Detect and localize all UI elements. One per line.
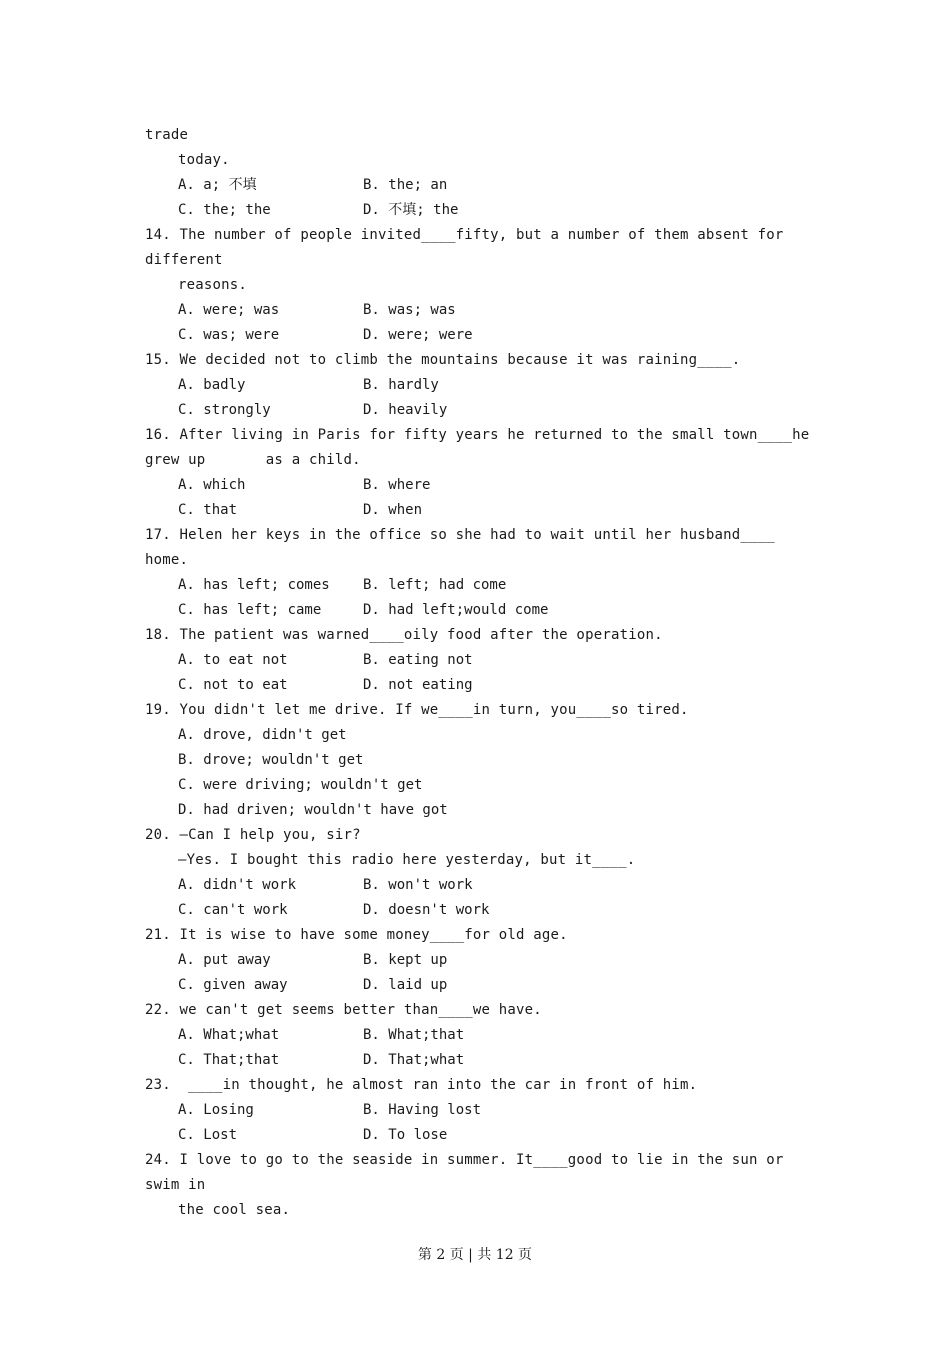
option-b: B. was; was <box>363 302 456 318</box>
option-c: C. has left; came <box>178 602 322 618</box>
option-c: C. was; were <box>178 327 280 343</box>
option-d: D. laid up <box>363 977 448 993</box>
question-17: 17. Helen her keys in the office so she had to wait until her husband____ <box>145 527 775 543</box>
question-19: 19. You didn't let me drive. If we____in turn, you____so tired. <box>145 702 689 718</box>
question-23: 23. ____in thought, he almost ran into the car in front of him. <box>145 1077 698 1093</box>
question-18: 18. The patient was warned____oily food after the operation. <box>145 627 663 643</box>
option-d: D. heavily <box>363 402 448 418</box>
option-b: B. eating not <box>363 652 473 668</box>
option-b: B. left; had come <box>363 577 507 593</box>
option-a: A. a; 不填 <box>178 177 257 193</box>
text-line: trade <box>145 127 189 143</box>
question-24: 24. I love to go to the seaside in summer. It____good to lie in the sun or <box>145 1152 784 1168</box>
option-c: C. Lost <box>178 1127 238 1143</box>
question-21: 21. It is wise to have some money____for old age. <box>145 927 568 943</box>
option-a: A. to eat not <box>178 652 288 668</box>
question-20-cont: —Yes. I bought this radio here yesterday, but it____. <box>178 852 636 868</box>
option-b: B. kept up <box>363 952 448 968</box>
question-15: 15. We decided not to climb the mountains because it was raining____. <box>145 352 741 368</box>
option-d: D. That;what <box>363 1052 465 1068</box>
question-16: 16. After living in Paris for fifty years he returned to the small town____he <box>145 427 810 443</box>
option-d: D. had left;would come <box>363 602 549 618</box>
option-b: B. drove; wouldn't get <box>178 752 364 768</box>
option-a: A. Losing <box>178 1102 254 1118</box>
option-c: C. the; the <box>178 202 271 218</box>
option-c: C. were driving; wouldn't get <box>178 777 423 793</box>
question-14-cont: different <box>145 252 223 268</box>
option-a: A. What;what <box>178 1027 280 1043</box>
option-c: C. that <box>178 502 238 518</box>
option-a: A. drove, didn't get <box>178 727 347 743</box>
option-a: A. didn't work <box>178 877 297 893</box>
option-b: B. Having lost <box>363 1102 482 1118</box>
option-c: C. not to eat <box>178 677 288 693</box>
question-20: 20. —Can I help you, sir? <box>145 827 361 843</box>
question-14: 14. The number of people invited____fifty, but a number of them absent for <box>145 227 784 243</box>
option-a: A. which <box>178 477 246 493</box>
question-24-cont: swim in <box>145 1177 206 1193</box>
option-b: B. where <box>363 477 431 493</box>
option-b: B. the; an <box>363 177 448 193</box>
option-a: A. has left; comes <box>178 577 330 593</box>
question-24-cont: the cool sea. <box>178 1202 291 1218</box>
option-c: C. given away <box>178 977 288 993</box>
option-c: C. That;that <box>178 1052 280 1068</box>
option-d: D. doesn't work <box>363 902 490 918</box>
option-d: D. when <box>363 502 423 518</box>
text-line: today. <box>178 152 230 168</box>
option-d: D. not eating <box>363 677 473 693</box>
option-c: C. strongly <box>178 402 271 418</box>
option-a: A. badly <box>178 377 246 393</box>
option-d: D. were; were <box>363 327 473 343</box>
option-b: B. What;that <box>363 1027 465 1043</box>
option-d: D. To lose <box>363 1127 448 1143</box>
option-b: B. won't work <box>363 877 473 893</box>
option-d: D. had driven; wouldn't have got <box>178 802 448 818</box>
question-14-cont: reasons. <box>178 277 248 293</box>
question-22: 22. we can't get seems better than____we have. <box>145 1002 542 1018</box>
question-17-cont: home. <box>145 552 189 568</box>
option-b: B. hardly <box>363 377 439 393</box>
option-a: A. were; was <box>178 302 280 318</box>
option-c: C. can't work <box>178 902 288 918</box>
question-16-cont: grew up as a child. <box>145 452 361 468</box>
option-a: A. put away <box>178 952 271 968</box>
option-d: D. 不填; the <box>363 202 459 218</box>
page-footer: 第 2 页 | 共 12 页 <box>417 1247 533 1263</box>
